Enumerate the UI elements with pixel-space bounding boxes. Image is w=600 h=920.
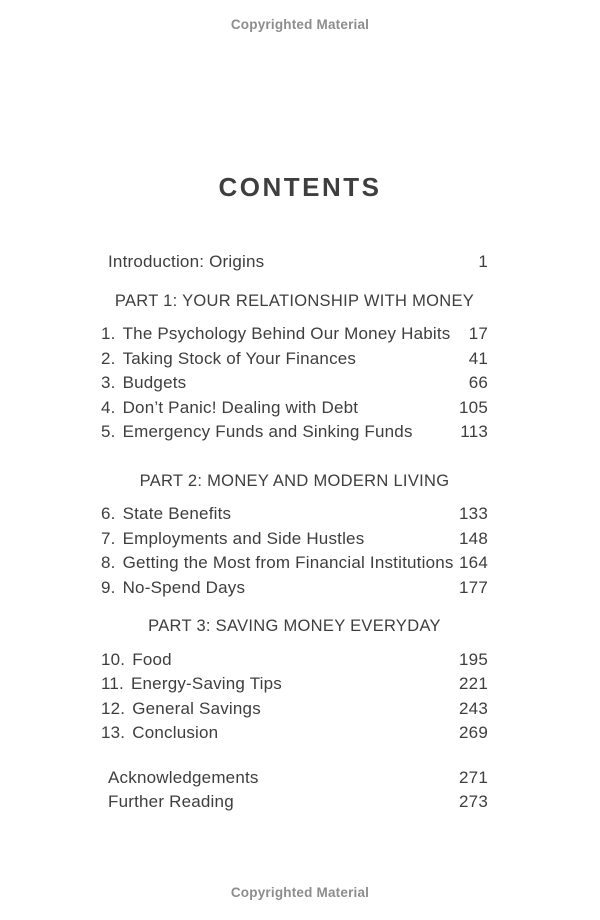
page-number: 41 <box>468 348 488 368</box>
page-number: 105 <box>459 397 488 417</box>
copyright-banner-bottom: Copyrighted Material <box>230 885 370 900</box>
chapter-number: 6. <box>101 504 116 523</box>
toc-entry <box>101 790 234 815</box>
toc-entry <box>101 697 261 722</box>
toc-entry <box>101 766 259 791</box>
toc-row <box>101 250 488 275</box>
chapter-number: 11. <box>101 674 124 693</box>
toc-row <box>101 551 488 576</box>
chapter-number: 12. <box>101 698 126 718</box>
toc-entry <box>101 322 451 347</box>
entry-title: Budgets <box>122 373 187 392</box>
page-number: 113 <box>460 422 488 441</box>
page-title: CONTENTS <box>218 172 382 202</box>
toc-row <box>101 672 488 697</box>
chapter-number: 2. <box>101 348 116 368</box>
chapter-number: 13. <box>101 723 126 742</box>
toc-entry <box>101 396 358 421</box>
toc-entry <box>101 551 454 576</box>
page-number: 269 <box>459 723 488 742</box>
entry-title: Don’t Panic! Dealing with Debt <box>122 397 359 417</box>
part-heading: PART 2: MONEY AND MODERN LIVING <box>139 471 450 490</box>
toc-entry <box>101 420 413 445</box>
entry-title: Conclusion <box>132 723 219 742</box>
part-heading: PART 1: YOUR RELATIONSHIP WITH MONEY <box>114 291 475 310</box>
entry-title: Employments and Side Hustles <box>122 528 365 548</box>
chapter-number: 4. <box>101 397 116 417</box>
toc-entry <box>101 527 364 552</box>
page-number: 273 <box>459 792 488 811</box>
page-number: 17 <box>468 324 488 343</box>
chapter-number: 7. <box>101 528 116 548</box>
chapter-number: 1. <box>101 324 116 343</box>
toc-row <box>101 721 488 746</box>
toc-part-section <box>101 614 488 746</box>
toc-row <box>101 527 488 552</box>
toc-row <box>101 347 488 372</box>
table-of-contents <box>0 250 600 815</box>
chapter-number: 10. <box>101 649 126 669</box>
part-heading: PART 3: SAVING MONEY EVERYDAY <box>148 617 441 635</box>
toc-front-matter <box>101 250 488 275</box>
toc-row <box>101 396 488 421</box>
entry-title: State Benefits <box>122 504 232 523</box>
chapter-number: 5. <box>101 422 116 441</box>
toc-row <box>101 576 488 601</box>
entry-title: The Psychology Behind Our Money Habits <box>122 324 451 343</box>
entry-title: Emergency Funds and Sinking Funds <box>122 422 413 441</box>
toc-part-section <box>101 469 488 601</box>
toc-row <box>101 790 488 815</box>
page-number: 133 <box>459 504 488 523</box>
chapter-number: 3. <box>101 373 116 392</box>
toc-back-matter <box>101 766 488 815</box>
copyright-banner-top: Copyrighted Material <box>230 17 370 32</box>
entry-title: No-Spend Days <box>122 577 246 597</box>
page-number: 243 <box>459 698 488 718</box>
page-number: 271 <box>459 767 488 787</box>
entry-title: General Savings <box>132 698 261 718</box>
entry-title: Taking Stock of Your Finances <box>122 348 357 368</box>
entry-title: Getting the Most from Financial Institutions <box>122 553 454 572</box>
toc-row <box>101 322 488 347</box>
page-number: 195 <box>459 649 488 669</box>
page-number: 177 <box>459 577 488 597</box>
toc-row <box>101 420 488 445</box>
toc-entry <box>101 502 231 527</box>
entry-title: Food <box>132 649 172 669</box>
chapter-number: 8. <box>101 553 116 572</box>
page-number: 1 <box>478 252 488 271</box>
page-number: 148 <box>459 528 488 548</box>
toc-row <box>101 697 488 722</box>
toc-entry <box>101 347 356 372</box>
page-number: 66 <box>468 373 488 392</box>
entry-title: Acknowledgements <box>108 767 259 787</box>
toc-entry <box>101 721 218 746</box>
toc-entry <box>101 371 186 396</box>
toc-row <box>101 502 488 527</box>
toc-entry <box>101 672 282 697</box>
toc-entry <box>101 250 264 275</box>
page-number: 164 <box>459 553 488 572</box>
entry-title: Energy-Saving Tips <box>130 674 282 693</box>
page-number: 221 <box>459 674 488 693</box>
chapter-number: 9. <box>101 577 116 597</box>
entry-title: Introduction: Origins <box>108 252 265 271</box>
toc-entry <box>101 576 245 601</box>
toc-row <box>101 648 488 673</box>
toc-row <box>101 766 488 791</box>
entry-title: Further Reading <box>108 792 234 811</box>
toc-part-section <box>101 289 488 445</box>
toc-entry <box>101 648 172 673</box>
toc-row <box>101 371 488 396</box>
